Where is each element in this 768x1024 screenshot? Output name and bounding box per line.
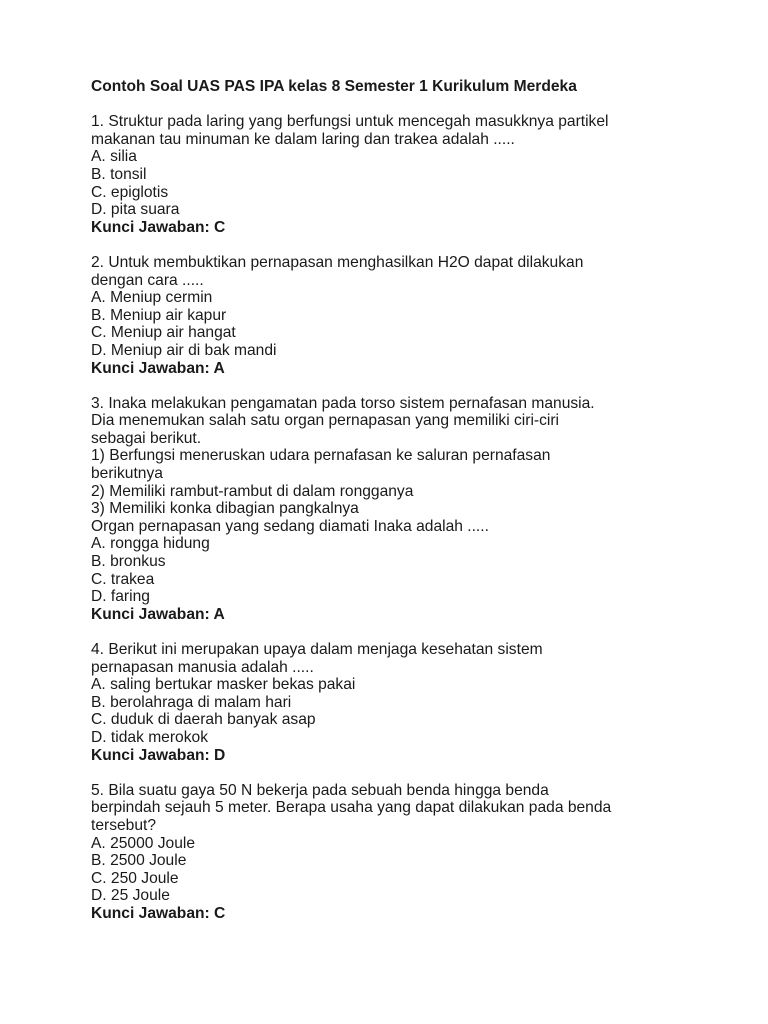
answer-key: Kunci Jawaban: C bbox=[91, 218, 226, 236]
spacer bbox=[91, 764, 711, 782]
answer-key: Kunci Jawaban: A bbox=[91, 605, 225, 623]
question-text-line: 4. Berikut ini merupakan upaya dalam menjaga kesehatan sistem bbox=[91, 641, 543, 658]
answer-option: C. 250 Joule bbox=[91, 869, 179, 887]
document-page bbox=[91, 78, 711, 923]
question-text-line: 2. Untuk membuktikan pernapasan menghasilkan H2O dapat dilakukan bbox=[91, 253, 584, 271]
question-prompt: Organ pernapasan yang sedang diamati Inaka adalah ..... bbox=[91, 517, 489, 535]
spacer bbox=[91, 377, 711, 395]
spacer bbox=[91, 236, 711, 254]
answer-option: D. pita suara bbox=[91, 201, 180, 219]
question-5 bbox=[91, 782, 711, 923]
question-text-line: Dia menemukan salah satu organ pernapasan yang memiliki ciri-ciri bbox=[91, 412, 560, 430]
document-title: Contoh Soal UAS PAS IPA kelas 8 Semester 1 Kurikulum Merdeka bbox=[91, 78, 577, 95]
spacer bbox=[91, 96, 711, 114]
question-text-line: dengan cara ..... bbox=[91, 271, 204, 289]
question-3 bbox=[91, 395, 711, 624]
statement-line: 1) Berfungsi meneruskan udara pernafasan ke saluran pernafasan bbox=[91, 447, 551, 465]
answer-option: A. saling bertukar masker bekas pakai bbox=[91, 676, 356, 694]
answer-option: B. 2500 Joule bbox=[91, 852, 187, 870]
answer-option: A. silia bbox=[91, 148, 137, 166]
statement-line: 3) Memiliki konka dibagian pangkalnya bbox=[91, 500, 359, 518]
question-text-line: sebagai berikut. bbox=[91, 429, 202, 447]
question-text-line: 3. Inaka melakukan pengamatan pada torso sistem pernafasan manusia. bbox=[91, 394, 595, 412]
statement-line: 2) Memiliki rambut-rambut di dalam rongganya bbox=[91, 482, 414, 500]
answer-option: C. epiglotis bbox=[91, 183, 169, 201]
answer-key: Kunci Jawaban: C bbox=[91, 904, 226, 922]
answer-option: A. 25000 Joule bbox=[91, 834, 196, 852]
question-text-line: pernapasan manusia adalah ..... bbox=[91, 658, 314, 676]
answer-option: D. 25 Joule bbox=[91, 887, 170, 905]
answer-option: A. rongga hidung bbox=[91, 535, 210, 553]
answer-option: D. Meniup air di bak mandi bbox=[91, 341, 277, 359]
answer-option: D. faring bbox=[91, 588, 150, 606]
answer-key: Kunci Jawaban: D bbox=[91, 746, 226, 764]
question-text-line: 1. Struktur pada laring yang berfungsi untuk mencegah masukknya partikel bbox=[91, 113, 609, 131]
answer-option: B. Meniup air kapur bbox=[91, 306, 227, 324]
answer-key: Kunci Jawaban: A bbox=[91, 359, 225, 377]
statement-line: berikutnya bbox=[91, 465, 163, 483]
question-1 bbox=[91, 113, 711, 236]
answer-option: B. berolahraga di malam hari bbox=[91, 693, 292, 711]
answer-option: C. Meniup air hangat bbox=[91, 324, 236, 342]
question-text-line: tersebut? bbox=[91, 816, 157, 834]
spacer bbox=[91, 623, 711, 641]
answer-option: C. duduk di daerah banyak asap bbox=[91, 711, 316, 729]
question-4 bbox=[91, 641, 711, 764]
question-text-line: 5. Bila suatu gaya 50 N bekerja pada sebuah benda hingga benda bbox=[91, 781, 549, 799]
answer-option: A. Meniup cermin bbox=[91, 289, 213, 307]
question-text-line: makanan tau minuman ke dalam laring dan trakea adalah ..... bbox=[91, 130, 515, 148]
question-list bbox=[91, 113, 711, 922]
answer-option: C. trakea bbox=[91, 570, 155, 588]
question-2 bbox=[91, 254, 711, 377]
answer-option: B. tonsil bbox=[91, 165, 147, 183]
question-text-line: berpindah sejauh 5 meter. Berapa usaha yang dapat dilakukan pada benda bbox=[91, 799, 612, 817]
answer-option: D. tidak merokok bbox=[91, 728, 208, 746]
answer-option: B. bronkus bbox=[91, 553, 166, 571]
